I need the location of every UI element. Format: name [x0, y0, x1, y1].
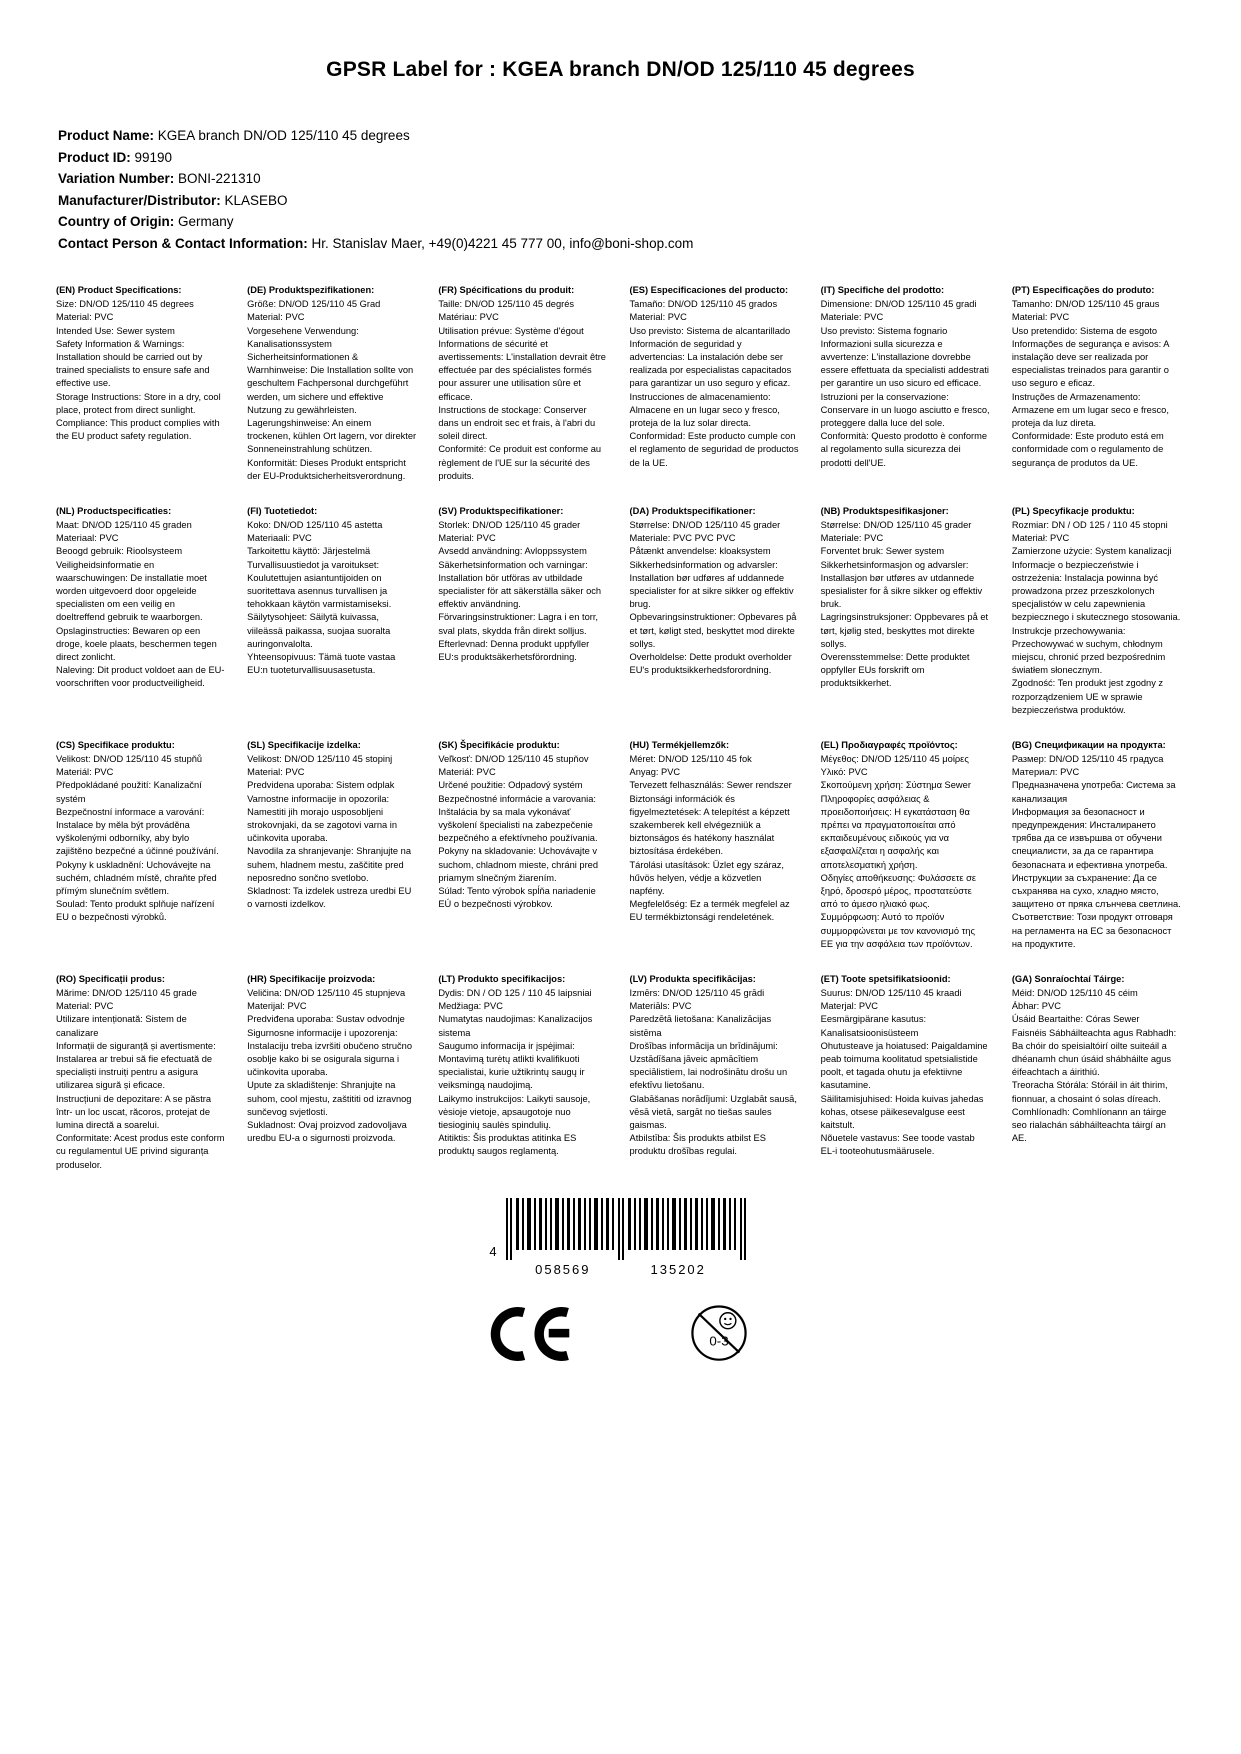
spec-block-sv: [438, 505, 611, 717]
spec-line: Efterlevnad: Denna produkt uppfyller EU:s produktsäkerhetsförordning.: [438, 638, 590, 662]
spec-line: Megfelelőség: Ez a termék megfelel az EU termékbiztonsági rendeletének.: [629, 899, 790, 923]
spec-line: Méret: DN/OD 125/110 45 fok: [629, 754, 752, 765]
spec-line: Инструкции за съхранение: Да се съхранява на сухо, хладно място, защитено от пряка слънчева светлина.: [1011, 872, 1181, 910]
spec-line: Informações de segurança e avisos: A instalação deve ser realizada por especialistas treinados para garantir o uso seguro e eficaz.: [1011, 338, 1169, 389]
spec-line: Material: PVC: [56, 312, 114, 323]
spec-block-it: [821, 284, 994, 483]
spec-body: [438, 298, 607, 483]
spec-body: [247, 519, 416, 677]
spec-line: Materiāls: PVC: [629, 1001, 692, 1012]
age-warning-icon: [682, 1303, 756, 1365]
spec-line: Uso pretendido: Sistema de esgoto: [1011, 325, 1158, 336]
spec-block-cs: [56, 739, 229, 951]
spec-line: Información de seguridad y advertencias: La instalación debe ser realizada por especialistas capacitados para garantizar un uso seguro y eficaz.: [629, 338, 792, 389]
meta-label: Product ID:: [58, 149, 131, 165]
spec-line: Säkerhetsinformation och varningar: Installation bör utföras av utbildade specialister för att säkerställa säker och effektiv användning.: [438, 559, 602, 610]
spec-line: Conformidade: Este produto está em conformidade com o regulamento de segurança de produtos da UE.: [1011, 431, 1164, 468]
spec-block-et: [821, 973, 994, 1172]
spec-heading: (HU) Termékjellemzők:: [629, 739, 730, 750]
spec-line: Predvidena uporaba: Sistem odplak: [247, 780, 395, 791]
spec-line: Beoogd gebruik: Rioolsysteem: [56, 546, 183, 557]
spec-line: Vorgesehene Verwendung: Kanalisationssystem: [247, 325, 359, 349]
spec-line: Säilytysohjeet: Säilytä kuivassa, viileässä paikassa, suojaa suoralta auringonvalolta.: [247, 612, 391, 649]
spec-line: Forventet bruk: Sewer system: [820, 546, 945, 557]
spec-line: Upute za skladištenje: Shranjujte na suhom, cool mjestu, zaštititi od izravnog sunčevog svjetlosti.: [247, 1080, 412, 1117]
spec-heading: (IT) Specifiche del prodotto:: [820, 285, 945, 296]
spec-heading: (FI) Tuotetiedot:: [247, 505, 318, 516]
spec-heading: (LV) Produkta specifikācijas:: [629, 973, 756, 984]
spec-heading: (BG) Спецификации на продукта:: [1011, 739, 1166, 750]
spec-heading: (EN) Product Specifications:: [56, 285, 182, 296]
spec-band-1: [56, 284, 1185, 483]
spec-line: Drošības informācija un brīdinājumi: Uzstādīšana jāveic apmācītiem speciālistiem, lai nodrošinātu drošu un efektīvu lietošanu.: [629, 1040, 788, 1091]
meta-value: Germany: [178, 214, 234, 230]
meta-value: Hr. Stanislav Maer, +49(0)4221 45 777 00, info@boni-shop.com: [311, 235, 694, 251]
spec-line: Materiał: PVC: [1011, 533, 1070, 544]
spec-line: Maat: DN/OD 125/110 45 graden: [56, 520, 192, 531]
compliance-marks: [486, 1303, 756, 1365]
spec-line: Materiale: PVC: [820, 533, 884, 544]
spec-line: Overensstemmelse: Dette produktet oppfyller EUs forskrift om produktsikkerhet.: [820, 651, 970, 689]
spec-line: Instrucțiuni de depozitare: A se păstra într- un loc uscat, răcoros, protejat de lumina directă a soarelui.: [56, 1093, 212, 1130]
spec-heading: (HR) Specifikacije proizvoda:: [247, 973, 376, 984]
spec-block-fr: [438, 284, 611, 483]
spec-line: Materiaal: PVC: [56, 533, 119, 544]
product-metadata: [58, 126, 1185, 254]
spec-line: Materiál: PVC: [438, 767, 496, 778]
spec-line: Tervezett felhasználás: Sewer rendszer: [629, 780, 792, 791]
spec-line: Οδηγίες αποθήκευσης: Φυλάσσετε σε ξηρό, δροσερό μέρος, προστατεύστε από το άμεσο ηλιακό φως.: [820, 872, 977, 910]
spec-line: Faisnéis Sábháilteachta agus Rabhadh: Ba chóir do speisialtóirí oilte suiteáil a dhéanamh chun úsáid shábháilte agus éifeachtach a áirithiú.: [1011, 1027, 1177, 1078]
spec-body: [247, 298, 416, 483]
spec-line: Material: PVC: [56, 1001, 114, 1012]
barcode-svg: [506, 1198, 752, 1260]
spec-body: [56, 519, 225, 690]
spec-line: Varnostne informacije in opozorila: Namestiti jih morajo usposobljeni strokovnjaki, da se zagotovi varna in učinkovita uporaba.: [247, 793, 398, 844]
spec-line: Uso previsto: Sistema de alcantarillado: [629, 325, 791, 336]
spec-line: Predviđena uporaba: Sustav odvodnje: [247, 1014, 405, 1025]
spec-line: Bezpečnostní informace a varování: Instalace by měla být prováděna vyškolenými odborníky, aby bylo zajištěno bezpečné a účinné používání.: [56, 806, 219, 857]
spec-line: Avsedd användning: Avloppssystem: [438, 546, 587, 557]
spec-heading: (NL) Productspecificaties:: [56, 505, 172, 516]
spec-line: Sukladnost: Ovaj proizvod zadovoljava uredbu EU-a o sigurnosti proizvoda.: [247, 1119, 407, 1144]
spec-line: Eesmärgipärane kasutus: Kanalisatsioonisüsteem: [820, 1014, 927, 1038]
spec-body: [1012, 753, 1181, 951]
spec-line: Treoracha Stórála: Stóráil in áit thirim, fionnuar, a chosaint ó solas díreach.: [1011, 1080, 1168, 1104]
spec-line: Méid: DN/OD 125/110 45 céim: [1011, 988, 1138, 999]
spec-body: [1012, 298, 1181, 469]
spec-line: Atbilstība: Šis produkts atbilst ES produktu drošības regulai.: [629, 1133, 766, 1157]
spec-body: [821, 519, 990, 690]
spec-line: Ábhar: PVC: [1011, 1001, 1061, 1012]
spec-line: Informazioni sulla sicurezza e avvertenze: L'installazione dovrebbe essere effettuata da specialisti addestrati per garantire un uso sicuro ed efficace.: [820, 338, 989, 389]
spec-heading: (DE) Produktspezifikationen:: [247, 285, 375, 296]
spec-line: Súlad: Tento výrobok spĺňa nariadenie EÚ o bezpečnosti výrobkov.: [438, 885, 596, 910]
spec-block-pl: [1012, 505, 1185, 717]
spec-line: Zgodność: Ten produkt jest zgodny z rozporządzeniem UE w sprawie bezpieczeństwa produktów.: [1011, 678, 1164, 715]
meta-row-manufacturer: [58, 191, 1185, 212]
spec-line: Biztonsági információk és figyelmeztetések: A telepítést a képzett szakemberek kell elvégezniük a biztonságos és hatékony használat biztosítása érdekében.: [629, 793, 790, 857]
spec-line: Compliance: This product complies with the EU product safety regulation.: [56, 417, 220, 442]
spec-line: Størrelse: DN/OD 125/110 45 grader: [629, 520, 781, 531]
spec-line: Sigurnosne informacije i upozorenja: Instalaciju treba izvršiti obučeno stručno osoblje kako bi se osigurala sigurna i učinkovita uporaba.: [247, 1027, 412, 1078]
spec-body: [630, 987, 799, 1158]
spec-heading: (PL) Specyfikacje produktu:: [1011, 505, 1135, 516]
spec-line: Storage Instructions: Store in a dry, cool place, protect from direct sunlight.: [56, 391, 221, 415]
meta-value: BONI-221310: [178, 171, 261, 187]
spec-heading: (ET) Toote spetsifikatsioonid:: [820, 973, 951, 984]
spec-line: Intended Use: Sewer system: [56, 325, 175, 336]
spec-band-2: [56, 505, 1185, 717]
spec-line: Instructions de stockage: Conserver dans un endroit sec et frais, à l'abri du soleil direct.: [438, 404, 596, 442]
spec-line: Tárolási utasítások: Üzlet egy száraz, hűvös helyen, védje a közvetlen napfény.: [629, 859, 784, 896]
spec-body: [821, 987, 990, 1158]
spec-line: Ohutusteave ja hoiatused: Paigaldamine peab toimuma koolitatud spetsialistide poolt, et tagada ohutu ja efektiivne kasutamine.: [820, 1040, 988, 1091]
spec-line: Rozmiar: DN / OD 125 / 110 45 stopni: [1011, 520, 1168, 531]
spec-line: Pokyny na skladovanie: Uchovávajte v suchom, chladnom mieste, chráni pred priamym slnečným žiarením.: [438, 846, 599, 883]
meta-row-product-name: [58, 126, 1185, 147]
spec-body: [438, 753, 607, 911]
spec-line: Materjal: PVC: [820, 1001, 879, 1012]
spec-line: Materijal: PVC: [247, 1001, 307, 1012]
spec-line: Συμμόρφωση: Αυτό το προϊόν συμμορφώνεται με τον κανονισμό της ΕΕ για την ασφάλεια των προϊόντων.: [820, 912, 975, 949]
spec-line: Conformitate: Acest produs este conform cu regulamentul UE privind siguranța produselor.: [56, 1133, 225, 1170]
spec-line: Paredzētā lietošana: Kanalizācijas sistēma: [629, 1014, 772, 1038]
spec-block-nl: [56, 505, 229, 717]
spec-line: Conformité: Ce produit est conforme au règlement de l'UE sur la sécurité des produits.: [438, 444, 602, 481]
spec-band-3: [56, 739, 1185, 951]
spec-line: Sikkerhedsinformation og advarsler: Installation bør udføres af uddannede specialister for at sikre sikker og effektiv brug.: [629, 559, 794, 610]
spec-line: Material: PVC: [247, 312, 305, 323]
spec-block-de: [247, 284, 420, 483]
spec-body: [630, 753, 799, 924]
meta-label: Contact Person & Contact Information:: [58, 235, 308, 251]
spec-line: Materiale: PVC: [820, 312, 884, 323]
spec-line: Utilisation prévue: Système d'égout: [438, 325, 584, 336]
spec-line: Förvaringsinstruktioner: Lagra i en torr, sval plats, skydda från direkt solljus.: [438, 612, 598, 636]
spec-line: Comhlíonadh: Comhlíonann an táirge seo rialachán sábháilteachta táirgí an AE.: [1011, 1106, 1167, 1144]
svg-text:0-3: 0-3: [708, 1333, 729, 1349]
spec-line: Предназначена употреба: Система за канализация: [1011, 780, 1176, 804]
spec-line: Opslaginstructies: Bewaren op een droge, koele plaats, beschermen tegen direct zonlicht.: [56, 625, 217, 662]
spec-body: [56, 753, 225, 924]
spec-line: Materiaali: PVC: [247, 533, 312, 544]
spec-heading: (GA) Sonraíochtaí Táirge:: [1011, 973, 1125, 984]
spec-body: [438, 519, 607, 664]
spec-line: Opbevaringsinstruktioner: Opbevares på et tørt, køligt sted, beskyttet mod direkte sollys.: [629, 612, 797, 649]
spec-block-nb: [821, 505, 994, 717]
spec-block-hu: [630, 739, 803, 951]
spec-line: Velikost: DN/OD 125/110 45 stopinj: [247, 754, 393, 765]
spec-block-es: [630, 284, 803, 483]
spec-line: Πληροφορίες ασφάλειας & προειδοποιήσεις: Η εγκατάσταση θα πρέπει να πραγματοποιείται από εκπαιδευμένους ειδικούς για να εξασφαλίζεται η ασφαλής και αποτελεσματική χρήση.: [820, 793, 970, 870]
spec-line: Conformidad: Este producto cumple con el reglamento de seguridad de productos de la UE.: [629, 431, 799, 468]
meta-label: Country of Origin:: [58, 214, 175, 230]
spec-line: Pokyny k uskladnění: Uchovávejte na suchém, chladném místě, chraňte před přímým slunečním světlem.: [56, 859, 217, 896]
barcode-digits-group-2: 135202: [650, 1261, 706, 1277]
spec-line: Atitiktis: Šis produktas atitinka ES produktų saugos reglamentą.: [438, 1133, 577, 1157]
meta-label: Manufacturer/Distributor:: [58, 192, 221, 208]
spec-block-da: [630, 505, 803, 717]
meta-row-contact: [58, 234, 1185, 255]
spec-block-pt: [1012, 284, 1185, 483]
spec-line: Instrukcje przechowywania: Przechowywać w suchym, chłodnym miejscu, chronić przed bezpośrednim światłem słonecznym.: [1011, 625, 1166, 676]
meta-value: 99190: [134, 149, 173, 165]
spec-line: Turvallisuustiedot ja varoitukset: Koulutettujen asiantuntijoiden on suoritettava asennus turvallisen ja tehokkaan käytön varmistamiseksi.: [247, 559, 392, 610]
spec-heading: (DA) Produktspecifikationer:: [629, 505, 756, 516]
spec-block-ga: [1012, 973, 1185, 1172]
spec-line: Materiál: PVC: [56, 767, 114, 778]
spec-heading: (SK) Špecifikácie produktu:: [438, 739, 560, 750]
spec-band-4: [56, 973, 1185, 1172]
spec-body: [56, 987, 225, 1172]
spec-heading: (SV) Produktspecifikationer:: [438, 505, 564, 516]
spec-line: Størrelse: DN/OD 125/110 45 grader: [820, 520, 972, 531]
meta-row-variation-number: [58, 169, 1185, 190]
spec-line: Material: PVC: [629, 312, 687, 323]
spec-line: Материал: PVC: [1011, 767, 1080, 778]
spec-line: Sicherheitsinformationen & Warnhinweise: Die Installation sollte von geschultem Fachpersonal durchgeführt werden, um sichere und effektive Nutzung zu gewährleisten.: [247, 352, 414, 415]
spec-line: Yhteensopivuus: Tämä tuote vastaa EU:n tuoteturvallisuusasetusta.: [247, 651, 396, 676]
spec-line: Koko: DN/OD 125/110 45 astetta: [247, 520, 383, 531]
spec-line: Taille: DN/OD 125/110 45 degrés: [438, 299, 575, 310]
spec-line: Material: PVC: [1011, 312, 1070, 323]
spec-line: Uso previsto: Sistema fognario: [820, 325, 948, 336]
spec-line: Soulad: Tento produkt splňuje nařízení EU o bezpečnosti výrobků.: [56, 899, 215, 923]
spec-block-el: [821, 739, 994, 951]
spec-line: Informations de sécurité et avertissements: L'installation devrait être effectuée par des spécialistes formés pour assurer une utilisation sûre et efficace.: [438, 338, 606, 402]
spec-line: Tamanho: DN/OD 125/110 45 graus: [1011, 299, 1160, 310]
spec-block-hr: [247, 973, 420, 1172]
meta-row-product-id: [58, 148, 1185, 169]
spec-heading: (LT) Produkto specifikacijos:: [438, 973, 566, 984]
spec-line: Medžiaga: PVC: [438, 1001, 503, 1012]
spec-block-ro: [56, 973, 229, 1172]
spec-block-bg: [1012, 739, 1185, 951]
spec-line: Informații de siguranță și avertismente: Instalarea ar trebui să fie efectuată de specialiști instruiți pentru a asigura utilizarea sigură și eficace.: [56, 1040, 216, 1091]
spec-line: Glabāšanas norādījumi: Uzglabāt sausā, vēsā vietā, sargāt no tiešas saules gaismas.: [629, 1093, 797, 1130]
barcode-digits: [535, 1262, 706, 1277]
spec-line: Safety Information & Warnings: Installation should be carried out by trained specialists to ensure safe and effective use.: [56, 338, 210, 389]
spec-line: Konformität: Dieses Produkt entspricht der EU-Produktsicherheitsverordnung.: [247, 457, 406, 481]
spec-heading: (NB) Produktspesifikasjoner:: [820, 505, 949, 516]
spec-line: Υλικό: PVC: [820, 767, 868, 778]
spec-heading: (RO) Specificații produs:: [56, 973, 165, 984]
spec-block-lt: [438, 973, 611, 1172]
spec-line: Suurus: DN/OD 125/110 45 kraadi: [820, 988, 962, 999]
spec-line: Materiale: PVC PVC PVC: [629, 533, 736, 544]
spec-line: Påtænkt anvendelse: kloaksystem: [629, 546, 771, 557]
page-title: GPSR Label for : KGEA branch DN/OD 125/110 45 degrees: [326, 58, 915, 81]
spec-body: [247, 987, 416, 1145]
spec-line: Nõuetele vastavus: See toode vastab EL-i tooteohutusmäärusele.: [820, 1133, 975, 1157]
spec-line: Izmērs: DN/OD 125/110 45 grādi: [629, 988, 765, 999]
spec-line: Veiligheidsinformatie en waarschuwingen: De installatie moet worden uitgevoerd door opgeleide specialisten om een veilig en doeltreffend gebruik te waarborgen.: [56, 559, 207, 623]
meta-value: KLASEBO: [224, 192, 288, 208]
spec-body: [1012, 987, 1181, 1145]
meta-value: KGEA branch DN/OD 125/110 45 degrees: [157, 128, 410, 143]
spec-line: Sikkerhetsinformasjon og advarsler: Installasjon bør utføres av utdannede spesialister for å sikre sikker og effektiv bruk.: [820, 559, 983, 610]
meta-label: Variation Number:: [58, 171, 175, 187]
spec-line: Tarkoitettu käyttö: Järjestelmä: [247, 546, 371, 557]
spec-line: Overholdelse: Dette produkt overholder EU's produktsikkerhedsforordning.: [629, 651, 792, 676]
spec-line: Instruções de Armazenamento: Armazene em um lugar seco e fresco, proteja da luz direta.: [1011, 391, 1169, 428]
spec-line: Conformità: Questo prodotto è conforme al regolamento sulla sicurezza dei prodotti dell'UE.: [820, 431, 988, 468]
spec-line: Size: DN/OD 125/110 45 degrees: [56, 299, 194, 310]
barcode-left-digit: 4: [489, 1243, 498, 1259]
spec-heading: (CS) Specifikace produktu:: [56, 739, 175, 750]
spec-line: Předpokládané použití: Kanalizační systém: [56, 780, 202, 804]
spec-line: Lagerungshinweise: An einem trockenen, kühlen Ort lagern, vor direkter Sonneneinstrahlung schützen.: [247, 417, 417, 455]
spec-line: Úsáid Beartaithe: Córas Sewer: [1011, 1014, 1140, 1025]
spec-line: Информация за безопасност и предупреждения: Инсталирането трябва да се извършва от обучени специалисти, за да се гарантира безопасната и ефективна употреба.: [1011, 806, 1168, 870]
spec-body: [630, 298, 799, 469]
spec-line: Skladnost: Ta izdelek ustreza uredbi EU o varnosti izdelkov.: [247, 885, 412, 910]
spec-block-sk: [438, 739, 611, 951]
spec-line: Tamaño: DN/OD 125/110 45 grados: [629, 299, 778, 310]
spec-line: Veľkosť: DN/OD 125/110 45 stupňov: [438, 754, 589, 765]
spec-line: Μέγεθος: DN/OD 125/110 45 μοίρες: [820, 754, 969, 765]
spec-line: Naleving: Dit product voldoet aan de EU-voorschriften voor productveiligheid.: [56, 665, 225, 689]
spec-block-sl: [247, 739, 420, 951]
spec-body: [1012, 519, 1181, 717]
spec-line: Navodila za shranjevanje: Shranjujte na suhem, hladnem mestu, zaščitite pred neposredno sončno svetlobo.: [247, 846, 411, 883]
spec-line: Σκοπούμενη χρήση: Σύστημα Sewer: [820, 780, 971, 791]
spec-line: Storlek: DN/OD 125/110 45 grader: [438, 520, 581, 531]
meta-label: Product Name:: [58, 128, 155, 143]
spec-line: Размер: DN/OD 125/110 45 градуса: [1011, 754, 1164, 765]
spec-body: [247, 753, 416, 911]
spec-line: Istruzioni per la conservazione: Conservare in un luogo asciutto e fresco, proteggere dalla luce del sole.: [820, 391, 990, 428]
spec-line: Dydis: DN / OD 125 / 110 45 laipsniai: [438, 988, 592, 999]
spec-body: [821, 298, 990, 469]
spec-line: Съответствие: Този продукт отговаря на регламента на ЕС за безопасност на продуктите.: [1011, 912, 1173, 949]
spec-line: Matériau: PVC: [438, 312, 499, 323]
spec-body: [56, 298, 225, 443]
spec-line: Material: PVC: [438, 533, 496, 544]
spec-block-lv: [630, 973, 803, 1172]
spec-body: [821, 753, 990, 951]
spec-line: Saugumo informacija ir įspėjimai: Montavimą turėtų atlikti kvalifikuoti specialistai, kurie užtikrintų saugų ir veiksmingą naudojimą.: [438, 1040, 585, 1091]
footer: [56, 1198, 1185, 1365]
spec-heading: (EL) Προδιαγραφές προϊόντος:: [820, 739, 958, 750]
spec-line: Laikymo instrukcijos: Laikyti sausoje, vėsioje vietoje, apsaugotoje nuo tiesioginių saulės spindulių.: [438, 1093, 591, 1130]
spec-body: [630, 519, 799, 677]
spec-heading: (PT) Especificações do produto:: [1011, 285, 1155, 296]
spec-line: Velikost: DN/OD 125/110 45 stupňů: [56, 754, 203, 765]
meta-row-country-of-origin: [58, 212, 1185, 233]
spec-line: Instrucciones de almacenamiento: Almacene en un lugar seco y fresco, proteja de la luz solar directa.: [629, 391, 780, 428]
spec-line: Dimensione: DN/OD 125/110 45 gradi: [820, 299, 977, 310]
spec-line: Určené použitie: Odpadový systém: [438, 780, 583, 791]
spec-heading: (SL) Specifikacije izdelka:: [247, 739, 361, 750]
spec-line: Mărime: DN/OD 125/110 45 grade: [56, 988, 197, 999]
spec-line: Größe: DN/OD 125/110 45 Grad: [247, 299, 381, 310]
spec-heading: (FR) Spécifications du produit:: [438, 285, 575, 296]
spec-line: Lagringsinstruksjoner: Oppbevares på et tørt, kjølig sted, beskyttes mot direkte sollys.: [820, 612, 989, 649]
ce-mark-svg: [486, 1304, 572, 1364]
spec-line: Material: PVC: [247, 767, 305, 778]
spec-line: Säilitamisjuhised: Hoida kuivas jahedas kohas, otsese päikesevalguse eest kaitstult.: [820, 1093, 984, 1130]
spec-body: [438, 987, 607, 1158]
barcode-digits-group-1: 058569: [535, 1261, 591, 1277]
spec-line: Numatytas naudojimas: Kanalizacijos sistema: [438, 1014, 593, 1038]
spec-line: Informacje o bezpieczeństwie i ostrzeżenia: Instalacja powinna być prowadzona przez przeszkolonych specjalistów w celu zapewnienia bezpiecznego i skutecznego stosowania.: [1011, 559, 1181, 623]
spec-line: Anyag: PVC: [629, 767, 681, 778]
spec-line: Utilizare intenționată: Sistem de canalizare: [56, 1014, 187, 1038]
spec-line: Zamierzone użycie: System kanalizacji: [1011, 546, 1172, 557]
spec-heading: (ES) Especificaciones del producto:: [629, 285, 789, 296]
ce-mark-icon: [486, 1304, 572, 1364]
spec-block-en: [56, 284, 229, 483]
barcode-bars: [506, 1198, 752, 1260]
spec-block-fi: [247, 505, 420, 717]
spec-line: Veličina: DN/OD 125/110 45 stupnjeva: [247, 988, 406, 999]
spec-line: Bezpečnostné informácie a varovania: Inštalácia by sa mala vykonávať vyškolení špecialisti na zabezpečenie bezpečného a efektívneho používania.: [438, 793, 598, 844]
barcode: [489, 1198, 751, 1260]
age-warning-svg: [682, 1303, 756, 1365]
